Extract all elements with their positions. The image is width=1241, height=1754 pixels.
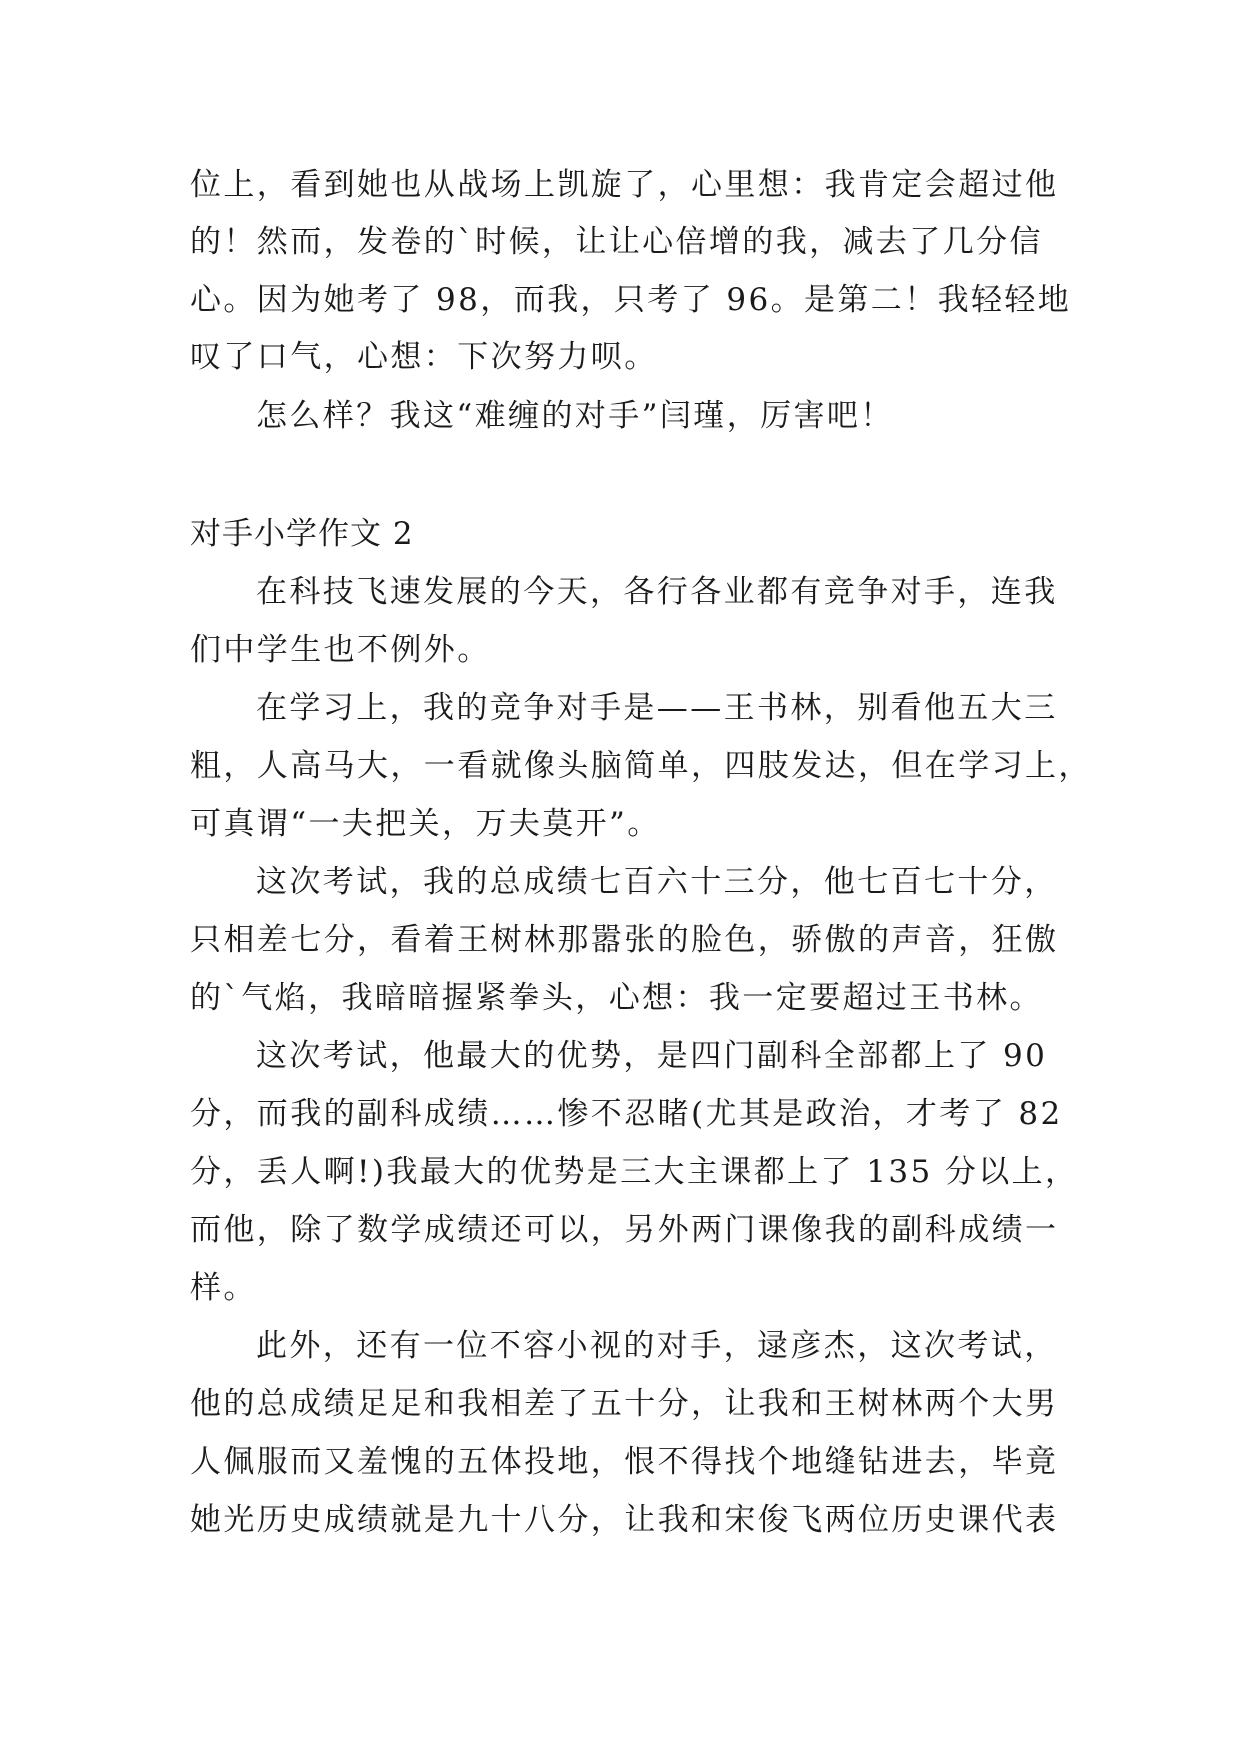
- text-line: 分，而我的副科成绩……惨不忍睹(尤其是政治，才考了 82: [190, 1096, 1063, 1132]
- paragraph-start: 此外，还有一位不容小视的对手，逯彦杰，这次考试，: [256, 1328, 1058, 1364]
- text-line: 分，丢人啊!)我最大的优势是三大主课都上了 135 分以上，: [190, 1154, 1079, 1190]
- text-line: 心。因为她考了 98，而我，只考了 96。是第二！我轻轻地: [190, 282, 1072, 318]
- text-line: 的`气焰，我暗暗握紧拳头，心想：我一定要超过王书林。: [190, 980, 1043, 1016]
- text-line: 们中学生也不例外。: [190, 632, 491, 668]
- text-line: 的！然而，发卷的`时候，让让心倍增的我，减去了几分信: [190, 224, 1043, 260]
- text-line: 位上，看到她也从战场上凯旋了，心里想：我肯定会超过他: [190, 167, 1059, 203]
- text-line: 叹了口气，心想：下次努力呗。: [190, 339, 658, 375]
- text-line: 只相差七分，看着王树林那嚣张的脸色，骄傲的声音，狂傲: [190, 922, 1059, 958]
- text-line: 他的总成绩足足和我相差了五十分，让我和王树林两个大男: [190, 1386, 1059, 1422]
- paragraph-start: 在科技飞速发展的今天，各行各业都有竞争对手，连我: [256, 574, 1058, 610]
- text-line: 粗，人高马大，一看就像头脑简单，四肢发达，但在学习上，: [190, 748, 1092, 784]
- paragraph-start: 怎么样？我这“难缠的对手”闫瑾，厉害吧！: [256, 398, 894, 434]
- paragraph-start: 在学习上，我的竞争对手是——王书林，别看他五大三: [256, 690, 1058, 726]
- text-line: 可真谓“一夫把关，万夫莫开”。: [190, 806, 661, 842]
- text-line: 样。: [190, 1270, 257, 1306]
- text-line: 她光历史成绩就是九十八分，让我和宋俊飞两位历史课代表: [190, 1502, 1059, 1538]
- text-line: 人佩服而又羞愧的五体投地，恨不得找个地缝钻进去，毕竟: [190, 1444, 1059, 1480]
- section-heading: 对手小学作文 2: [190, 516, 414, 552]
- paragraph-start: 这次考试，他最大的优势，是四门副科全部都上了 90: [256, 1038, 1048, 1074]
- text-line: 而他，除了数学成绩还可以，另外两门课像我的副科成绩一: [190, 1212, 1059, 1248]
- paragraph-start: 这次考试，我的总成绩七百六十三分，他七百七十分，: [256, 864, 1058, 900]
